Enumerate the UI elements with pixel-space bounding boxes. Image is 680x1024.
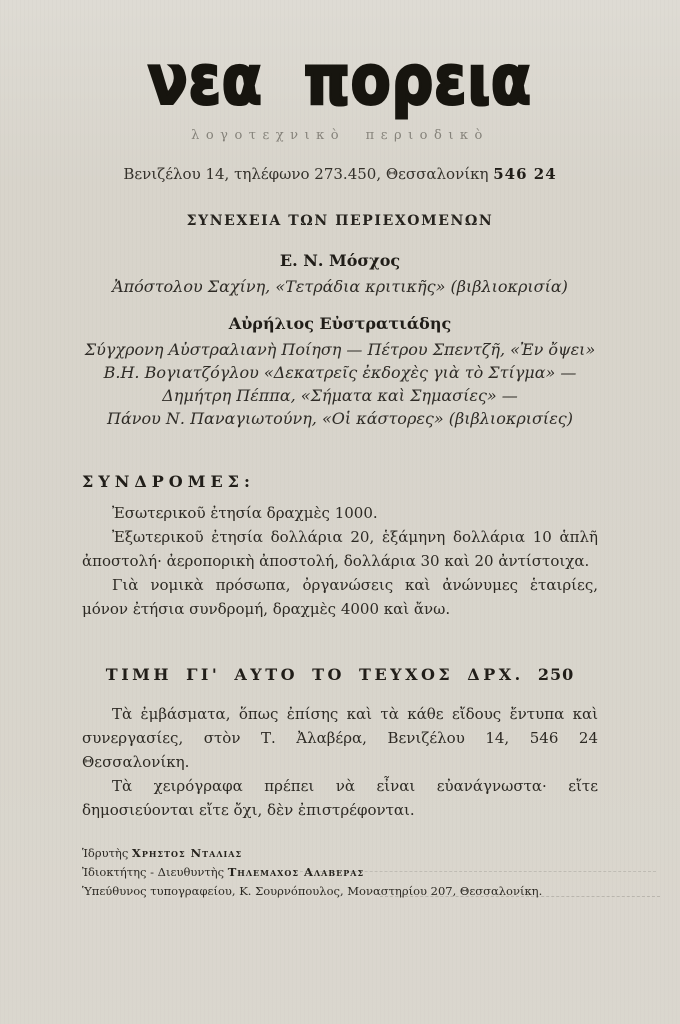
note-paragraph: Τὰ χειρόγραφα πρέπει νὰ εἶναι εὐανάγνωστα· εἴτε δημοσιεύονται εἴτε ὄχι, δὲν ἐπιστρέφονται. — [82, 777, 598, 819]
colophon — [82, 844, 598, 901]
work-line: Πάνου Ν. Παναγιωτούνη, «Οἱ κάστορες» (βιβλιοκρισίες) — [107, 409, 573, 428]
price-label: ΤΙΜΗ ΓΙ' ΑΥΤΟ ΤΟ ΤΕΥΧΟΣ ΔΡΧ. — [105, 665, 524, 684]
subscription-paragraph: Ἐσωτερικοῦ ἐτησία δραχμὲς 1000. — [112, 504, 378, 522]
work-line: Σύγχρονη Αὐστραλιανὴ Ποίηση — Πέτρου Σπεντζῆ, «Ἐν ὄψει» — [84, 340, 596, 359]
role-label: Ὑπεύθυνος τυπογραφείου, — [82, 884, 240, 898]
author-name: Αὐρήλιος Εὐστρατιάδης — [228, 314, 452, 333]
work-line: Β.Η. Βογιατζόγλου «Δεκατρεῖς ἐκδοχὲς γιὰ τὸ Στίγμα» — — [103, 363, 577, 382]
notes-block — [82, 702, 598, 822]
address-text: Βενιζέλου 14, τηλέφωνο 273.450, Θεσσαλονίκη — [123, 165, 494, 183]
price-value: 250 — [537, 665, 575, 684]
colophon-line-director — [82, 863, 598, 882]
note-paragraph: Τὰ ἐμβάσματα, ὅπως ἐπίσης καὶ τὰ κάθε εἴδους ἔντυπα καὶ συνεργασίες, στὸν Τ. Ἀλαβέρα, Βενιζέλου 14, 546 24 Θεσσαλονίκη. — [82, 705, 598, 771]
person-name: Χρηστος Νταλιας — [131, 846, 243, 860]
subscriptions-heading: ΣΥΝΔΡΟΜΕΣ: — [82, 472, 255, 491]
subscription-paragraph: Ἐξωτερικοῦ ἐτησία δολλάρια 20, ἑξάμηνη δολλάρια 10 ἁπλῆ ἀποστολή· ἀεροπορικὴ ἀποστολή, δολλάρια 30 καὶ 20 ἀντίστοιχα. — [82, 528, 598, 570]
colophon-line-printer — [82, 882, 598, 901]
person-name: Τηλεμαχος Αλαβερας — [227, 865, 365, 879]
work-line: Δημήτρη Πέππα, «Σήματα καὶ Σημασίες» — — [162, 386, 518, 405]
contents-entry — [82, 314, 598, 430]
printer-details: Κ. Σουρνόπουλος, Μοναστηρίου 207, Θεσσαλονίκη. — [239, 884, 543, 898]
subscription-paragraph: Γιὰ νομικὰ πρόσωπα, ὀργανώσεις καὶ ἀνώνυμες ἑταιρίες, μόνον ἐτήσια συνδρομή, δραχμὲς 4000 καὶ ἄνω. — [82, 576, 598, 618]
price-line — [82, 665, 598, 684]
scan-artifact-line — [380, 896, 660, 897]
subscriptions-block — [82, 501, 598, 621]
magazine-title: νεα πορεια — [148, 39, 532, 120]
magazine-subtitle: λογοτεχνικὸ περιοδικὸ — [191, 128, 489, 143]
masthead — [82, 39, 598, 183]
address-line — [82, 165, 598, 183]
role-label: Ἱδρυτὴς — [82, 846, 132, 860]
entry-works — [82, 338, 598, 430]
entry-works — [82, 275, 598, 298]
contents-entry — [82, 251, 598, 298]
postal-code: 546 24 — [493, 165, 557, 183]
author-name: Ε. Ν. Μόσχος — [279, 251, 401, 270]
scan-artifact-line — [300, 871, 656, 872]
role-label: Ἰδιοκτήτης - Διευθυντὴς — [82, 865, 228, 879]
work-line: Ἀπόστολου Σαχίνη, «Τετράδια κριτικῆς» (βιβλιοκρισία) — [112, 277, 568, 296]
contents-heading: ΣΥΝΕΧΕΙΑ ΤΩΝ ΠΕΡΙΕΧΟΜΕΝΩΝ — [186, 213, 494, 229]
colophon-line-founder — [82, 844, 598, 863]
